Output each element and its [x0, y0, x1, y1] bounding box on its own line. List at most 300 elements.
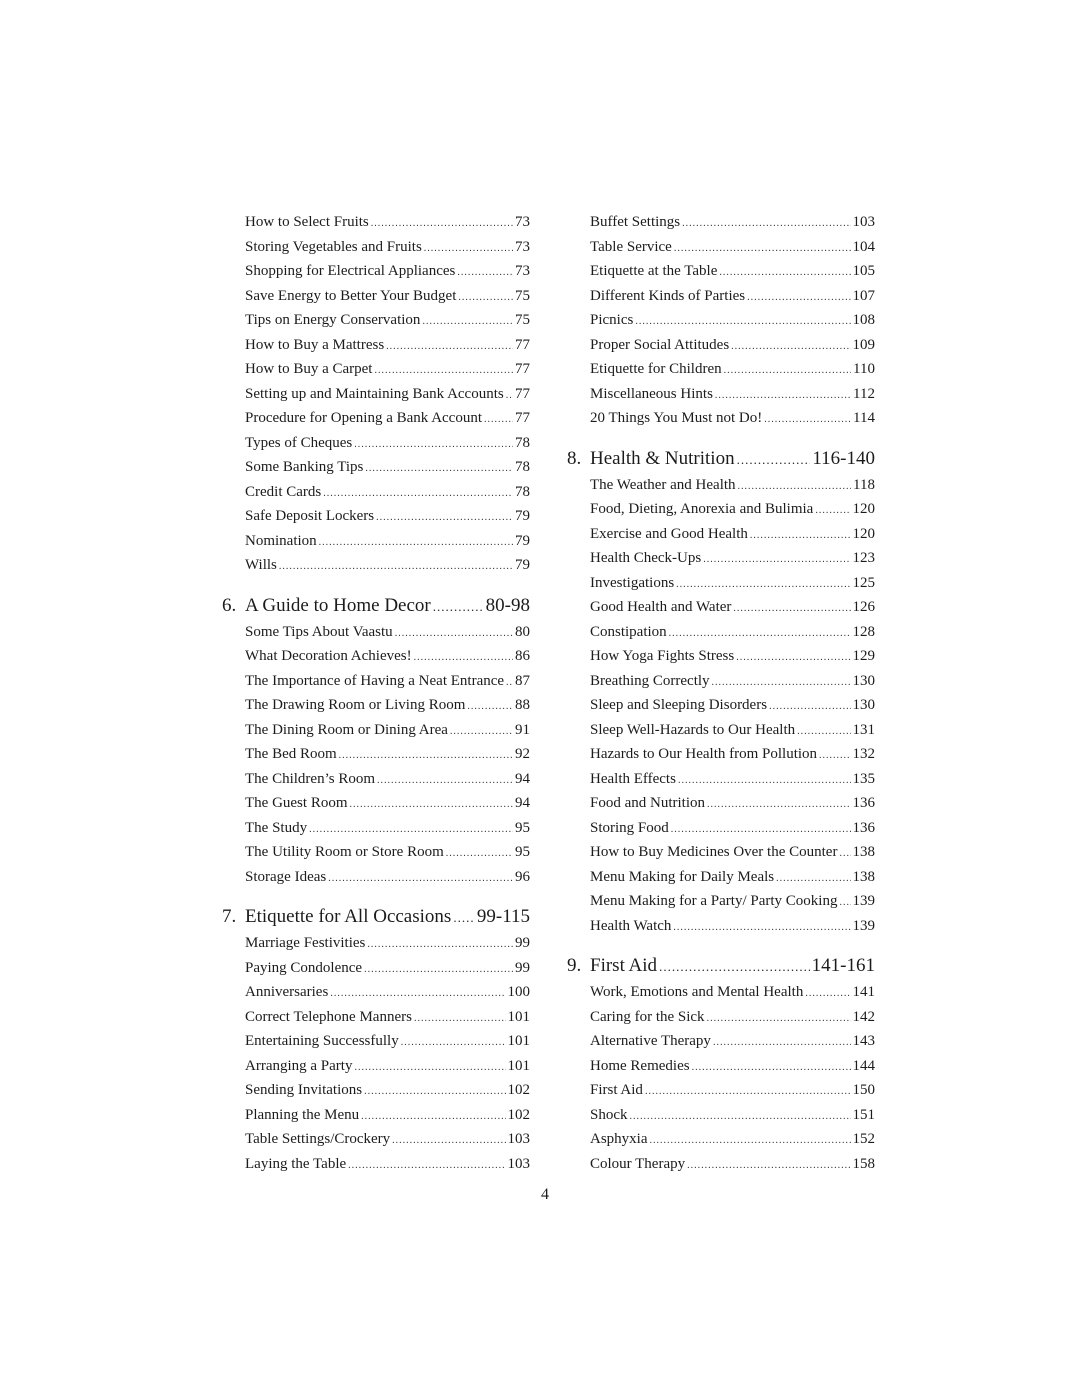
entry-page-number: 103	[507, 1131, 530, 1147]
entry-page-number: 79	[515, 557, 530, 573]
entry-title: Colour Therapy	[590, 1155, 686, 1172]
entry-page-number: 142	[852, 1008, 875, 1025]
dot-leader	[747, 286, 850, 311]
toc-entry	[567, 1078, 875, 1103]
entry-page-number: 139	[852, 893, 875, 909]
entry-page-number: 94	[515, 770, 530, 787]
entry-title: What Decoration Achieves!	[245, 648, 412, 664]
entry-title: Etiquette for Children	[590, 361, 722, 377]
entry-title: Proper Social Attitudes	[590, 336, 730, 353]
dot-leader	[797, 720, 850, 745]
dot-leader	[713, 1031, 851, 1056]
entry-title: How to Buy Medicines Over the Counter	[590, 844, 838, 860]
dot-leader	[506, 671, 513, 696]
entry-title: Entertaining Successfully	[245, 1033, 399, 1049]
entry-page-number: 73	[515, 214, 530, 230]
dot-leader	[354, 1056, 505, 1081]
entry-page-number: 99	[515, 935, 530, 951]
dot-leader	[395, 622, 513, 647]
entry-title: Procedure for Opening a Bank Account	[245, 410, 483, 426]
dot-leader	[815, 499, 850, 524]
entry-title: Good Health and Water	[590, 599, 732, 615]
entry-page-number: 118	[853, 476, 875, 493]
entry-page-number: 77	[515, 336, 530, 353]
dot-leader	[724, 359, 851, 384]
toc-entry	[222, 980, 530, 1005]
entry-page-number: 101	[507, 1008, 530, 1025]
toc-entry	[567, 1152, 875, 1177]
toc-entry	[222, 235, 530, 260]
dot-leader	[678, 769, 851, 794]
entry-title: Marriage Festivities	[245, 935, 366, 951]
entry-page-number: 143	[852, 1033, 875, 1049]
entry-title: The Utility Room or Store Room	[245, 844, 444, 860]
dot-leader	[279, 555, 513, 580]
entry-page-number: 102	[507, 1106, 530, 1123]
toc-entry	[567, 1029, 875, 1054]
toc-entry	[567, 742, 875, 767]
toc-entry	[567, 1127, 875, 1152]
entry-title: Arranging a Party	[245, 1057, 353, 1074]
entry-page-number: 78	[515, 483, 530, 500]
entry-title: Exercise and Good Health	[590, 525, 748, 542]
toc-entry	[222, 504, 530, 529]
toc-entry	[567, 1005, 875, 1030]
dot-leader	[377, 769, 513, 794]
entry-title: The Weather and Health	[590, 476, 736, 493]
entry-page-number: 77	[515, 361, 530, 377]
entry-page-number: 120	[852, 525, 875, 542]
entry-page-number: 107	[852, 287, 875, 304]
dot-leader	[422, 310, 513, 335]
toc-entry	[567, 669, 875, 694]
entry-page-number: 75	[515, 312, 530, 328]
dot-leader	[671, 818, 851, 843]
dot-leader	[645, 1080, 851, 1105]
toc-entry	[222, 693, 530, 718]
toc-section-heading	[222, 592, 530, 620]
section-page-range: 141-161	[811, 955, 875, 976]
dot-leader	[339, 744, 513, 769]
toc-entry	[567, 357, 875, 382]
entry-title: Hazards to Our Health from Pollution	[590, 746, 818, 762]
entry-page-number: 152	[852, 1131, 875, 1147]
toc-entry	[222, 480, 530, 505]
toc-entry	[222, 742, 530, 767]
entry-title: Safe Deposit Lockers	[245, 508, 375, 524]
toc-entry	[222, 382, 530, 407]
dot-leader	[364, 958, 513, 983]
toc-entry	[222, 529, 530, 554]
section-title: Health & Nutrition	[590, 447, 735, 469]
toc-entry	[222, 333, 530, 358]
entry-page-number: 131	[852, 721, 875, 738]
dot-leader	[819, 744, 850, 769]
entry-title: Asphyxia	[590, 1131, 648, 1147]
dot-leader	[805, 982, 850, 1007]
entry-title: The Study	[245, 819, 308, 836]
entry-title: Home Remedies	[590, 1057, 690, 1074]
entry-title: The Importance of Having a Neat Entrance	[245, 672, 505, 689]
entry-title: Sending Invitations	[245, 1082, 363, 1098]
dot-leader	[839, 891, 850, 916]
dot-leader	[731, 335, 850, 360]
entry-title: How Yoga Fights Stress	[590, 648, 735, 664]
dot-leader	[719, 261, 850, 286]
toc-entry	[222, 455, 530, 480]
dot-leader	[484, 408, 513, 433]
dot-leader	[323, 482, 513, 507]
entry-page-number: 114	[853, 410, 875, 426]
dot-leader	[414, 1007, 506, 1032]
toc-entry	[567, 546, 875, 571]
entry-page-number: 101	[507, 1057, 530, 1074]
page-number: 4	[541, 1186, 549, 1203]
section-page-range: 116-140	[812, 447, 875, 469]
entry-page-number: 141	[852, 984, 875, 1000]
dot-leader	[669, 622, 851, 647]
entry-page-number: 138	[852, 868, 875, 885]
entry-page-number: 91	[515, 721, 530, 738]
entry-title: Constipation	[590, 623, 667, 640]
entry-page-number: 132	[852, 746, 875, 762]
toc-entry	[567, 889, 875, 914]
entry-title: Investigations	[590, 574, 675, 591]
dot-leader	[659, 953, 810, 981]
entry-title: Sleep and Sleeping Disorders	[590, 697, 768, 713]
section-number: 9.	[567, 955, 582, 976]
dot-leader	[392, 1129, 505, 1154]
toc-entry	[567, 980, 875, 1005]
toc-entry	[567, 382, 875, 407]
entry-title: Food and Nutrition	[590, 795, 705, 811]
dot-leader	[350, 793, 514, 818]
entry-title: Caring for the Sick	[590, 1008, 705, 1025]
entry-title: Paying Condolence	[245, 959, 363, 976]
entry-page-number: 120	[852, 501, 875, 517]
entry-page-number: 92	[515, 746, 530, 762]
entry-page-number: 100	[507, 984, 530, 1000]
dot-leader	[769, 695, 850, 720]
entry-title: The Drawing Room or Living Room	[245, 697, 466, 713]
toc-entry	[567, 693, 875, 718]
toc-section-heading	[222, 903, 530, 931]
toc-entry	[222, 931, 530, 956]
entry-title: How to Buy a Carpet	[245, 361, 373, 377]
entry-title: Different Kinds of Parties	[590, 287, 746, 304]
dot-leader	[367, 933, 513, 958]
dot-leader	[414, 646, 513, 671]
dot-leader	[676, 573, 850, 598]
dot-leader	[839, 842, 850, 867]
entry-title: Anniversaries	[245, 984, 329, 1000]
toc-entry	[222, 1152, 530, 1177]
entry-title: The Guest Room	[245, 795, 348, 811]
toc-section-heading	[567, 445, 875, 473]
toc-entry	[567, 1054, 875, 1079]
section-number: 7.	[222, 906, 237, 927]
entry-title: The Children’s Room	[245, 770, 375, 787]
section-page-range: 80-98	[485, 594, 530, 616]
dot-leader	[750, 524, 851, 549]
entry-page-number: 151	[852, 1106, 875, 1123]
dot-leader	[457, 261, 513, 286]
entry-title: Storing Food	[590, 819, 669, 836]
toc-entry	[567, 284, 875, 309]
entry-page-number: 144	[852, 1057, 875, 1074]
toc-entry	[567, 840, 875, 865]
entry-page-number: 99	[515, 959, 530, 976]
entry-title: Alternative Therapy	[590, 1033, 711, 1049]
entry-title: Types of Cheques	[245, 434, 353, 451]
entry-title: Tips on Energy Conservation	[245, 312, 421, 328]
toc-entry	[567, 497, 875, 522]
dot-leader	[365, 457, 513, 482]
dot-leader	[401, 1031, 506, 1056]
entry-page-number: 130	[852, 672, 875, 689]
toc-entry	[222, 956, 530, 981]
entry-title: Etiquette at the Table	[590, 263, 718, 279]
section-page-range: 99-115	[476, 906, 530, 927]
toc-entry	[567, 333, 875, 358]
entry-page-number: 123	[852, 550, 875, 566]
entry-title: Table Service	[590, 238, 672, 255]
toc-entry	[222, 1054, 530, 1079]
toc-entry	[567, 235, 875, 260]
dot-leader	[506, 384, 513, 409]
toc-entry	[222, 357, 530, 382]
toc-entry	[222, 816, 530, 841]
entry-title: Save Energy to Better Your Budget	[245, 287, 457, 304]
entry-title: Shopping for Electrical Appliances	[245, 263, 456, 279]
dot-leader	[446, 842, 513, 867]
entry-page-number: 88	[515, 697, 530, 713]
toc-entry	[567, 406, 875, 431]
entry-title: Buffet Settings	[590, 214, 681, 230]
entry-page-number: 138	[852, 844, 875, 860]
entry-page-number: 136	[852, 795, 875, 811]
entry-page-number: 95	[515, 819, 530, 836]
dot-leader	[458, 286, 513, 311]
section-number: 6.	[222, 594, 237, 616]
toc-entry	[222, 791, 530, 816]
entry-title: Wills	[245, 557, 277, 573]
dot-leader	[707, 1007, 851, 1032]
dot-leader	[673, 916, 850, 941]
dot-leader	[424, 237, 513, 262]
entry-title: Picnics	[590, 312, 634, 328]
dot-leader	[703, 548, 850, 573]
dot-leader	[354, 433, 513, 458]
entry-page-number: 101	[507, 1033, 530, 1049]
entry-title: Storage Ideas	[245, 868, 327, 885]
toc-left-column	[222, 210, 530, 1176]
toc-section-heading	[567, 952, 875, 980]
dot-leader	[319, 531, 513, 556]
entry-title: Health Effects	[590, 770, 676, 787]
dot-leader	[467, 695, 513, 720]
dot-leader	[674, 237, 851, 262]
entry-title: Storing Vegetables and Fruits	[245, 238, 422, 255]
entry-page-number: 80	[515, 623, 530, 640]
entry-title: Breathing Correctly	[590, 672, 710, 689]
toc-entry	[222, 767, 530, 792]
dot-leader	[361, 1105, 505, 1130]
entry-page-number: 104	[852, 238, 875, 255]
entry-title: Menu Making for a Party/ Party Cooking	[590, 893, 838, 909]
entry-title: The Dining Room or Dining Area	[245, 721, 448, 738]
entry-page-number: 128	[852, 623, 875, 640]
entry-title: Menu Making for Daily Meals	[590, 868, 775, 885]
entry-title: How to Buy a Mattress	[245, 336, 385, 353]
toc-entry	[567, 767, 875, 792]
toc-entry	[222, 840, 530, 865]
toc-entry	[222, 1005, 530, 1030]
dot-leader	[330, 982, 505, 1007]
dot-leader	[692, 1056, 851, 1081]
entry-page-number: 126	[852, 599, 875, 615]
toc-entry	[567, 914, 875, 939]
dot-leader	[635, 310, 850, 335]
toc-entry	[567, 620, 875, 645]
entry-page-number: 136	[852, 819, 875, 836]
dot-leader	[733, 597, 850, 622]
toc-entry	[222, 406, 530, 431]
toc-entry	[567, 210, 875, 235]
toc-entry	[222, 259, 530, 284]
toc-entry	[222, 669, 530, 694]
toc-entry	[222, 210, 530, 235]
toc-right-column	[567, 210, 875, 1176]
dot-leader	[707, 793, 851, 818]
entry-page-number: 79	[515, 508, 530, 524]
entry-page-number: 109	[852, 336, 875, 353]
section-title: Etiquette for All Occasions	[245, 906, 452, 927]
entry-page-number: 87	[515, 672, 530, 689]
entry-page-number: 77	[515, 385, 530, 402]
entry-title: First Aid	[590, 1082, 643, 1098]
entry-page-number: 103	[507, 1155, 530, 1172]
entry-page-number: 86	[515, 648, 530, 664]
toc-entry	[567, 644, 875, 669]
entry-page-number: 94	[515, 795, 530, 811]
dot-leader	[309, 818, 513, 843]
entry-page-number: 110	[853, 361, 875, 377]
dot-leader	[433, 593, 484, 621]
entry-page-number: 77	[515, 410, 530, 426]
entry-page-number: 95	[515, 844, 530, 860]
entry-title: How to Select Fruits	[245, 214, 369, 230]
dot-leader	[630, 1105, 851, 1130]
entry-title: Setting up and Maintaining Bank Accounts	[245, 385, 504, 402]
entry-page-number: 125	[852, 574, 875, 591]
entry-page-number: 73	[515, 238, 530, 255]
dot-leader	[737, 446, 811, 474]
entry-title: Health Watch	[590, 917, 672, 934]
entry-title: Nomination	[245, 532, 317, 549]
dot-leader	[687, 1154, 850, 1179]
entry-page-number: 105	[852, 263, 875, 279]
toc-entry	[567, 259, 875, 284]
entry-title: Sleep Well-Hazards to Our Health	[590, 721, 796, 738]
dot-leader	[450, 720, 513, 745]
entry-title: Laying the Table	[245, 1155, 347, 1172]
toc-entry	[222, 865, 530, 890]
dot-leader	[736, 646, 850, 671]
dot-leader	[776, 867, 850, 892]
toc-entry	[222, 620, 530, 645]
dot-leader	[386, 335, 513, 360]
dot-leader	[650, 1129, 851, 1154]
toc-entry	[567, 1103, 875, 1128]
dot-leader	[374, 359, 513, 384]
entry-page-number: 150	[852, 1082, 875, 1098]
entry-page-number: 96	[515, 868, 530, 885]
toc-entry	[222, 1029, 530, 1054]
dot-leader	[348, 1154, 505, 1179]
toc-entry	[222, 553, 530, 578]
dot-leader	[328, 867, 513, 892]
toc-entry	[222, 718, 530, 743]
entry-page-number: 102	[507, 1082, 530, 1098]
entry-title: Some Tips About Vaastu	[245, 623, 393, 640]
dot-leader	[764, 408, 851, 433]
entry-page-number: 129	[852, 648, 875, 664]
toc-entry	[222, 644, 530, 669]
entry-title: Miscellaneous Hints	[590, 385, 713, 402]
dot-leader	[738, 475, 852, 500]
entry-title: Planning the Menu	[245, 1106, 360, 1123]
toc-entry	[567, 571, 875, 596]
dot-leader	[364, 1080, 505, 1105]
dot-leader	[453, 904, 475, 932]
entry-title: Some Banking Tips	[245, 459, 364, 475]
toc-entry	[567, 718, 875, 743]
entry-page-number: 158	[852, 1155, 875, 1172]
dot-leader	[682, 212, 850, 237]
toc-entry	[222, 1103, 530, 1128]
entry-page-number: 78	[515, 459, 530, 475]
toc-entry	[222, 308, 530, 333]
dot-leader	[715, 384, 851, 409]
entry-page-number: 75	[515, 287, 530, 304]
entry-title: Health Check-Ups	[590, 550, 702, 566]
dot-leader	[712, 671, 851, 696]
toc-entry	[567, 522, 875, 547]
entry-title: 20 Things You Must not Do!	[590, 410, 763, 426]
toc-entry	[567, 865, 875, 890]
dot-leader	[371, 212, 513, 237]
toc-entry	[567, 595, 875, 620]
toc-entry	[222, 1078, 530, 1103]
section-title: A Guide to Home Decor	[245, 594, 431, 616]
entry-title: Food, Dieting, Anorexia and Bulimia	[590, 501, 814, 517]
toc-entry	[222, 1127, 530, 1152]
entry-title: Table Settings/Crockery	[245, 1131, 391, 1147]
entry-page-number: 130	[852, 697, 875, 713]
entry-page-number: 108	[852, 312, 875, 328]
entry-page-number: 78	[515, 434, 530, 451]
entry-page-number: 79	[515, 532, 530, 549]
entry-title: Work, Emotions and Mental Health	[590, 984, 804, 1000]
toc-entry	[567, 816, 875, 841]
entry-page-number: 135	[852, 770, 875, 787]
dot-leader	[376, 506, 513, 531]
toc-entry	[222, 431, 530, 456]
toc-entry	[567, 308, 875, 333]
entry-title: The Bed Room	[245, 746, 337, 762]
entry-title: Credit Cards	[245, 483, 322, 500]
